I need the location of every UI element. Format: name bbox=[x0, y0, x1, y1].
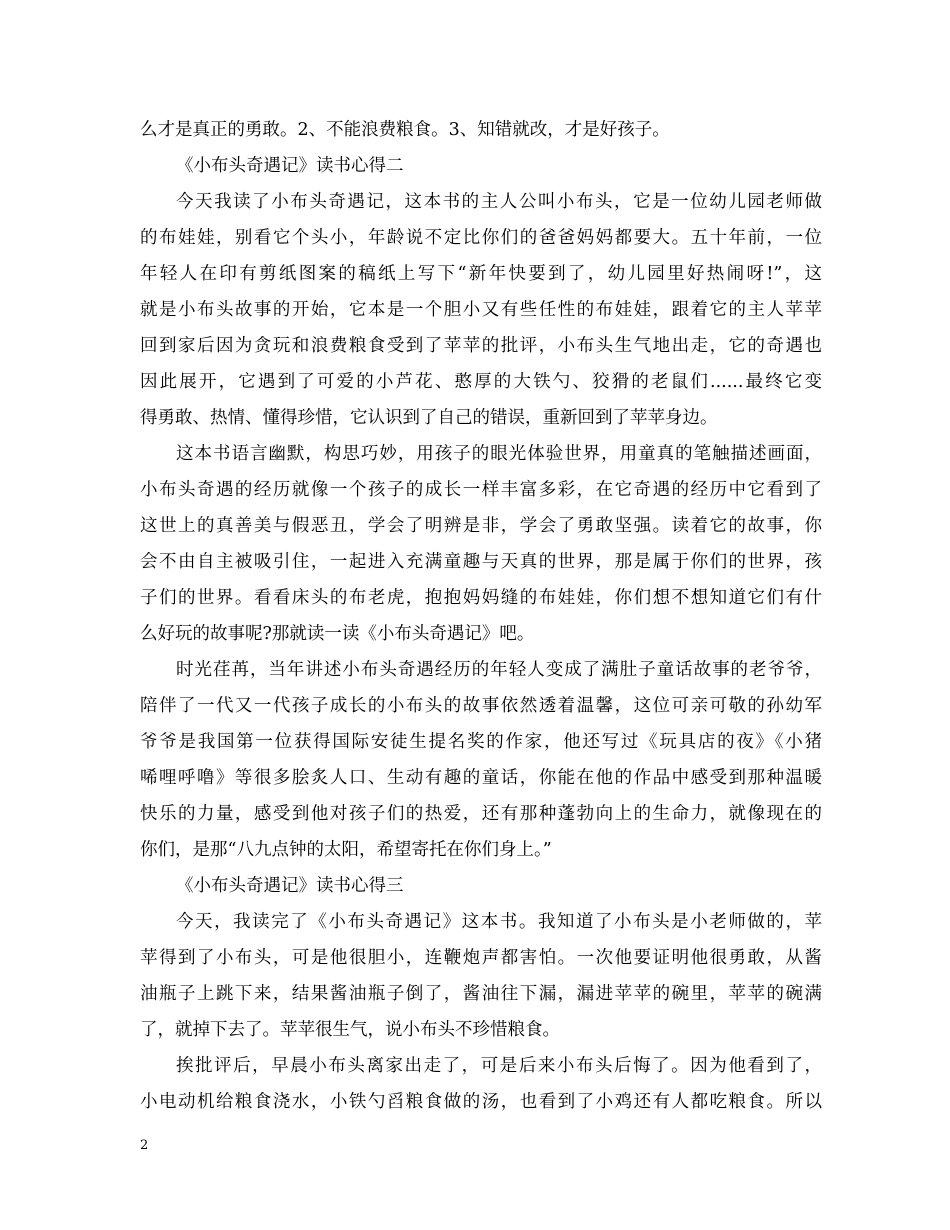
text-line: 唏哩呼噜》等很多脍炙人口、生动有趣的童话，你能在他的作品中感受到那种温暖 bbox=[140, 768, 822, 788]
text-line: 你们，是那“八九点钟的太阳，希望寄托在你们身上。” bbox=[140, 840, 552, 860]
text-line: 子们的世界。看看床头的布老虎，抱抱妈妈缝的布娃娃，你们想不想知道它们有什 bbox=[140, 588, 822, 608]
text-line: 回到家后因为贪玩和浪费粮食受到了苹苹的批评，小布头生气地出走，它的奇遇也 bbox=[140, 336, 822, 356]
text-line: 小电动机给粮食浇水，小铁勺舀粮食做的汤，也看到了小鸡还有人都吃粮食。所以 bbox=[140, 1092, 822, 1112]
text-line: 因此展开，它遇到了可爱的小芦花、憨厚的大铁勺、狡猾的老鼠们......最终它变 bbox=[140, 372, 822, 392]
page-number: 2 bbox=[140, 1138, 149, 1153]
text-line: 快乐的力量，感受到他对孩子们的热爱，还有那种蓬勃向上的生命力，就像现在的 bbox=[140, 804, 822, 824]
text-line: 陪伴了一代又一代孩子成长的小布头的故事依然透着温馨，这位可亲可敬的孙幼军 bbox=[140, 696, 822, 716]
text-line: 苹得到了小布头，可是他很胆小，连鞭炮声都害怕。一次他要证明他很勇敢，从酱 bbox=[140, 948, 822, 968]
text-line: 今天我读了小布头奇遇记，这本书的主人公叫小布头，它是一位幼儿园老师做 bbox=[176, 192, 822, 212]
section-heading: 《小布头奇遇记》读书心得二 bbox=[176, 156, 404, 176]
text-line: 会不由自主被吸引住，一起进入充满童趣与天真的世界，那是属于你们的世界，孩 bbox=[140, 552, 822, 572]
text-line: 时光荏苒，当年讲述小布头奇遇经历的年轻人变成了满肚子童话故事的老爷爷， bbox=[176, 660, 822, 680]
text-line: 今天，我读完了《小布头奇遇记》这本书。我知道了小布头是小老师做的，苹 bbox=[176, 912, 822, 932]
text-line: 么好玩的故事呢?那就读一读《小布头奇遇记》吧。 bbox=[140, 624, 535, 644]
text-line: 油瓶子上跳下来，结果酱油瓶子倒了，酱油往下漏，漏进苹苹的碗里，苹苹的碗满 bbox=[140, 984, 822, 1004]
text-line: 这本书语言幽默，构思巧妙，用孩子的眼光体验世界，用童真的笔触描述画面， bbox=[176, 444, 822, 464]
text-line: 得勇敢、热情、懂得珍惜，它认识到了自己的错误，重新回到了苹苹身边。 bbox=[140, 408, 718, 428]
text-line: 么才是真正的勇敢。2、不能浪费粮食。3、知错就改，才是好孩子。 bbox=[140, 120, 670, 140]
text-line: 就是小布头故事的开始，它本是一个胆小又有些任性的布娃娃，跟着它的主人苹苹 bbox=[140, 300, 822, 320]
section-heading: 《小布头奇遇记》读书心得三 bbox=[176, 876, 404, 896]
text-line: 了，就掉下去了。苹苹很生气，说小布头不珍惜粮食。 bbox=[140, 1020, 560, 1040]
text-line: 小布头奇遇的经历就像一个孩子的成长一样丰富多彩，在它奇遇的经历中它看到了 bbox=[140, 480, 822, 500]
text-line: 爷爷是我国第一位获得国际安徒生提名奖的作家，他还写过《玩具店的夜》《小猪 bbox=[140, 732, 822, 752]
text-line: 这世上的真善美与假恶丑，学会了明辨是非，学会了勇敢坚强。读着它的故事，你 bbox=[140, 516, 822, 536]
text-line: 年轻人在印有剪纸图案的稿纸上写下“新年快要到了，幼儿园里好热闹呀!”，这 bbox=[140, 264, 822, 284]
text-line: 的布娃娃，别看它个头小，年龄说不定比你们的爸爸妈妈都要大。五十年前，一位 bbox=[140, 228, 822, 248]
body-text bbox=[140, 112, 822, 1120]
text-line: 挨批评后，早晨小布头离家出走了，可是后来小布头后悔了。因为他看到了， bbox=[176, 1056, 822, 1076]
